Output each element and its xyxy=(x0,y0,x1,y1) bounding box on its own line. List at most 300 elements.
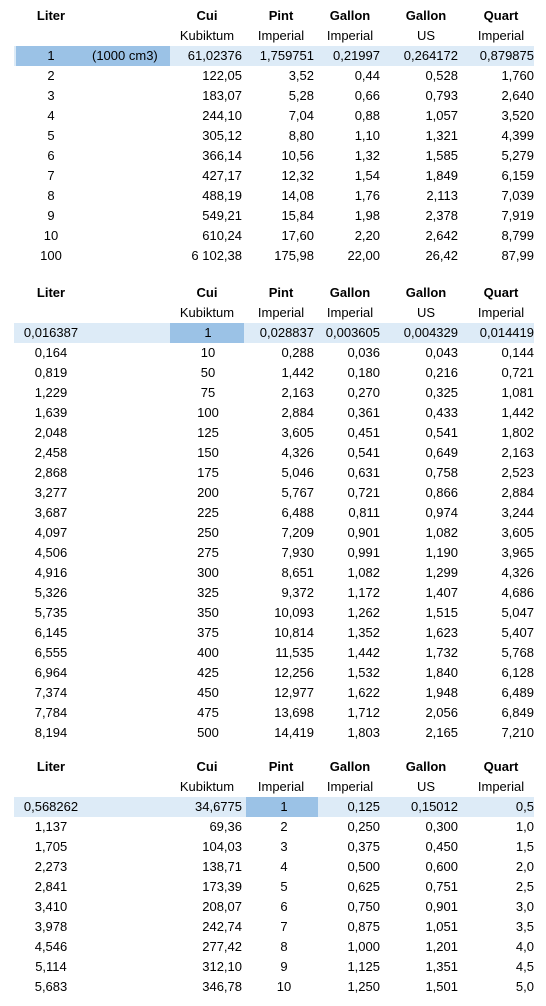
header-quart: Quart xyxy=(483,8,519,23)
table-row xyxy=(0,66,546,86)
cell-cui: 1 xyxy=(204,325,212,340)
header-row-units xyxy=(0,283,546,303)
header-cui: Cui xyxy=(196,8,218,23)
table-row xyxy=(0,643,546,663)
table-row xyxy=(0,246,546,266)
cell-quart: 5,047 xyxy=(501,605,534,620)
cell-liter: 6,145 xyxy=(34,625,68,640)
cell-quart: 2,523 xyxy=(501,465,534,480)
cell-gallon-us: 0,751 xyxy=(425,879,458,894)
cell-gallon-us: 1,299 xyxy=(425,565,458,580)
cell-gallon-imperial: 0,66 xyxy=(354,88,380,103)
cell-gallon-us: 1,321 xyxy=(425,128,458,143)
subheader-liter xyxy=(16,26,86,46)
cell-gallon-imperial: 0,250 xyxy=(347,819,380,834)
cell-liter: 0,819 xyxy=(34,365,68,380)
cell-cui: 400 xyxy=(197,645,219,660)
cell-pint: 17,60 xyxy=(281,228,314,243)
cell-cui: 488,19 xyxy=(202,188,242,203)
cell-gallon-us: 2,056 xyxy=(425,705,458,720)
cell-gallon-us: 1,840 xyxy=(425,665,458,680)
table-row xyxy=(0,363,546,383)
cell-cui: 275 xyxy=(197,545,219,560)
cell-quart: 4,686 xyxy=(501,585,534,600)
cell-cui: 427,17 xyxy=(202,168,242,183)
subheader-liter xyxy=(16,303,86,323)
cell-cui: 300 xyxy=(197,565,219,580)
table-row xyxy=(0,403,546,423)
cell-gallon-imperial: 0,44 xyxy=(354,68,380,83)
cell-liter: 8 xyxy=(47,188,55,203)
header-gallon-us: Gallon xyxy=(405,285,447,300)
cell-gallon-imperial: 0,541 xyxy=(347,445,380,460)
cell-gallon-us: 1,623 xyxy=(425,625,458,640)
cell-liter: 2 xyxy=(47,68,55,83)
cell-liter: 9 xyxy=(47,208,55,223)
table-row xyxy=(0,957,546,977)
cell-gallon-us: 1,201 xyxy=(425,939,458,954)
cell-pint: 7,209 xyxy=(281,525,314,540)
cell-quart: 3,520 xyxy=(501,108,534,123)
header-gallon-imperial: Gallon xyxy=(329,8,371,23)
cell-gallon-imperial: 0,901 xyxy=(347,525,380,540)
table-row xyxy=(0,186,546,206)
cell-liter: 5,683 xyxy=(34,979,68,994)
cell-gallon-us: 0,758 xyxy=(425,465,458,480)
cell-gallon-us: 0,300 xyxy=(425,819,458,834)
table-row xyxy=(0,683,546,703)
cell-liter: 2,458 xyxy=(34,445,68,460)
cell-gallon-us: 0,216 xyxy=(425,365,458,380)
table-row xyxy=(0,423,546,443)
cell-liter: 2,048 xyxy=(34,425,68,440)
cell-gallon-imperial: 1,712 xyxy=(347,705,380,720)
cell-gallon-us: 0,649 xyxy=(425,445,458,460)
cell-quart: 8,799 xyxy=(501,228,534,243)
cell-gallon-imperial: 0,625 xyxy=(347,879,380,894)
cell-gallon-imperial: 1,32 xyxy=(354,148,380,163)
cell-cui: 225 xyxy=(197,505,219,520)
cell-cui: 173,39 xyxy=(202,879,242,894)
cell-quart: 87,99 xyxy=(501,248,534,263)
cell-cui: 61,02376 xyxy=(187,48,242,63)
cell-quart: 2,884 xyxy=(501,485,534,500)
cell-quart: 4,0 xyxy=(515,939,534,954)
cell-pint: 14,419 xyxy=(274,725,314,740)
cell-cui: 305,12 xyxy=(202,128,242,143)
table-row xyxy=(0,977,546,997)
cell-cui: 200 xyxy=(197,485,219,500)
cell-liter: 0,568262 xyxy=(23,799,79,814)
cell-quart: 0,144 xyxy=(501,345,534,360)
cell-pint: 6 xyxy=(280,899,288,914)
cell-cui: 183,07 xyxy=(202,88,242,103)
cell-cui: 346,78 xyxy=(202,979,242,994)
cell-quart: 0,879875 xyxy=(479,48,534,63)
cell-cui: 244,10 xyxy=(202,108,242,123)
subheader-gallon-us: US xyxy=(416,28,436,43)
cell-pint: 8,651 xyxy=(281,565,314,580)
cell-gallon-imperial: 0,21997 xyxy=(333,48,380,63)
cell-quart: 3,965 xyxy=(501,545,534,560)
cell-quart: 4,5 xyxy=(515,959,534,974)
cell-liter: 5,735 xyxy=(34,605,68,620)
cell-pint: 3 xyxy=(280,839,288,854)
table-row xyxy=(0,106,546,126)
cell-cui: 425 xyxy=(197,665,219,680)
cell-quart: 0,721 xyxy=(501,365,534,380)
cell-gallon-imperial: 1,250 xyxy=(347,979,380,994)
cell-pint: 8 xyxy=(280,939,288,954)
cell-gallon-us: 1,501 xyxy=(425,979,458,994)
cell-gallon-us: 0,450 xyxy=(425,839,458,854)
table-row xyxy=(0,563,546,583)
cell-cui: 100 xyxy=(197,405,219,420)
cell-pint: 3,605 xyxy=(281,425,314,440)
cell-gallon-imperial: 0,361 xyxy=(347,405,380,420)
subheader-cui: Kubiktum xyxy=(179,779,235,794)
cell-quart: 7,919 xyxy=(501,208,534,223)
cell-pint: 10,814 xyxy=(274,625,314,640)
table-row xyxy=(0,937,546,957)
cell-liter: 10 xyxy=(43,228,59,243)
cell-cui: 69,36 xyxy=(209,819,242,834)
table-row xyxy=(0,703,546,723)
subheader-pint: Imperial xyxy=(257,28,305,43)
table-row xyxy=(0,343,546,363)
cell-quart: 1,081 xyxy=(501,385,534,400)
cell-gallon-us: 1,190 xyxy=(425,545,458,560)
cell-quart: 2,5 xyxy=(515,879,534,894)
subheader-pint: Imperial xyxy=(257,305,305,320)
cell-gallon-imperial: 2,20 xyxy=(354,228,380,243)
table-row xyxy=(0,623,546,643)
cell-liter: 3 xyxy=(47,88,55,103)
cell-gallon-imperial: 1,532 xyxy=(347,665,380,680)
cell-pint: 1 xyxy=(280,799,288,814)
conversion-table-2 xyxy=(0,283,546,743)
cell-gallon-imperial: 1,54 xyxy=(354,168,380,183)
cell-quart: 5,407 xyxy=(501,625,534,640)
cell-gallon-us: 1,051 xyxy=(425,919,458,934)
cell-liter: 1,229 xyxy=(34,385,68,400)
header-row-units xyxy=(0,6,546,26)
cell-quart: 0,5 xyxy=(515,799,534,814)
cell-cui: 242,74 xyxy=(202,919,242,934)
cell-quart: 2,640 xyxy=(501,88,534,103)
header-gallon-imperial: Gallon xyxy=(329,759,371,774)
cell-pint: 7,04 xyxy=(288,108,314,123)
cell-gallon-us: 1,351 xyxy=(425,959,458,974)
cell-gallon-us: 0,974 xyxy=(425,505,458,520)
cell-cui: 6 102,38 xyxy=(191,248,242,263)
table-row xyxy=(0,463,546,483)
cell-quart: 6,849 xyxy=(501,705,534,720)
table-row xyxy=(0,226,546,246)
cell-cui: 150 xyxy=(197,445,219,460)
cell-pint: 12,977 xyxy=(274,685,314,700)
cell-quart: 4,399 xyxy=(501,128,534,143)
cell-cui: 10 xyxy=(200,345,216,360)
cell-gallon-imperial: 0,500 xyxy=(347,859,380,874)
cell-gallon-imperial: 0,270 xyxy=(347,385,380,400)
cell-gallon-us: 1,585 xyxy=(425,148,458,163)
cell-quart: 2,0 xyxy=(515,859,534,874)
cell-liter: 2,868 xyxy=(34,465,68,480)
cell-cui: 312,10 xyxy=(202,959,242,974)
table-row xyxy=(0,126,546,146)
subheader-cui: Kubiktum xyxy=(179,28,235,43)
subheader-gallon-us: US xyxy=(416,305,436,320)
subheader-quart: Imperial xyxy=(477,779,525,794)
header-gallon-us: Gallon xyxy=(405,8,447,23)
cell-gallon-imperial: 0,875 xyxy=(347,919,380,934)
cell-gallon-imperial: 0,125 xyxy=(347,799,380,814)
cell-gallon-imperial: 0,003605 xyxy=(325,325,380,340)
cell-quart: 1,0 xyxy=(515,819,534,834)
cell-gallon-us: 0,600 xyxy=(425,859,458,874)
cell-liter: 6,555 xyxy=(34,645,68,660)
cell-cui: 50 xyxy=(200,365,216,380)
cell-gallon-us: 1,407 xyxy=(425,585,458,600)
cell-cui: 549,21 xyxy=(202,208,242,223)
cell-pint: 5,28 xyxy=(288,88,314,103)
subheader-quart: Imperial xyxy=(477,28,525,43)
cell-liter: 0,016387 xyxy=(23,325,79,340)
cell-pint: 14,08 xyxy=(281,188,314,203)
cell-gallon-us: 0,528 xyxy=(425,68,458,83)
cell-liter: 3,978 xyxy=(34,919,68,934)
cell-liter: 5 xyxy=(47,128,55,143)
table-row xyxy=(0,86,546,106)
cell-pint: 175,98 xyxy=(274,248,314,263)
cell-quart: 4,326 xyxy=(501,565,534,580)
cell-cui: 450 xyxy=(197,685,219,700)
cell-cui: 75 xyxy=(200,385,216,400)
cell-gallon-imperial: 22,00 xyxy=(347,248,380,263)
cell-liter: 6 xyxy=(47,148,55,163)
table-row xyxy=(0,723,546,743)
cell-gallon-imperial: 1,10 xyxy=(354,128,380,143)
cell-pint: 7,930 xyxy=(281,545,314,560)
cell-quart: 7,039 xyxy=(501,188,534,203)
cell-liter: 8,194 xyxy=(34,725,68,740)
table-row xyxy=(0,523,546,543)
table-row xyxy=(0,443,546,463)
conversion-table-1 xyxy=(0,6,546,266)
header-liter: Liter xyxy=(36,759,66,774)
cell-gallon-imperial: 0,631 xyxy=(347,465,380,480)
cell-gallon-imperial: 1,442 xyxy=(347,645,380,660)
table-row xyxy=(0,383,546,403)
cell-gallon-us: 0,866 xyxy=(425,485,458,500)
cell-pint: 7 xyxy=(280,919,288,934)
subheader-pint: Imperial xyxy=(257,779,305,794)
cell-liter: 2,273 xyxy=(34,859,68,874)
cell-quart: 5,0 xyxy=(515,979,534,994)
header-row-units xyxy=(0,757,546,777)
cell-pint: 4,326 xyxy=(281,445,314,460)
cell-gallon-imperial: 0,036 xyxy=(347,345,380,360)
cell-cui: 475 xyxy=(197,705,219,720)
header-cui: Cui xyxy=(196,759,218,774)
cell-liter: 3,410 xyxy=(34,899,68,914)
table-row xyxy=(0,603,546,623)
conversion-table-3 xyxy=(0,757,546,997)
cell-gallon-us: 1,515 xyxy=(425,605,458,620)
cell-quart: 1,802 xyxy=(501,425,534,440)
cell-liter: 5,326 xyxy=(34,585,68,600)
cell-quart: 7,210 xyxy=(501,725,534,740)
cell-pint: 1,442 xyxy=(281,365,314,380)
cell-gallon-us: 0,264172 xyxy=(403,48,458,63)
cell-quart: 6,489 xyxy=(501,685,534,700)
header-row-systems xyxy=(0,777,546,797)
cell-pint: 4 xyxy=(280,859,288,874)
cell-cui: 277,42 xyxy=(202,939,242,954)
cell-cui: 375 xyxy=(197,625,219,640)
cell-cui: 610,24 xyxy=(202,228,242,243)
table-row xyxy=(0,837,546,857)
header-liter: Liter xyxy=(36,285,66,300)
cell-gallon-us: 1,732 xyxy=(425,645,458,660)
cell-quart: 0,014419 xyxy=(479,325,534,340)
cell-quart: 2,163 xyxy=(501,445,534,460)
cell-pint: 2 xyxy=(280,819,288,834)
cell-gallon-imperial: 0,721 xyxy=(347,485,380,500)
header-row-systems xyxy=(0,303,546,323)
table-row xyxy=(0,146,546,166)
subheader-gallon-imperial: Imperial xyxy=(326,28,374,43)
table-row xyxy=(0,583,546,603)
cell-pint: 2,884 xyxy=(281,405,314,420)
table-row xyxy=(0,206,546,226)
cell-quart: 1,760 xyxy=(501,68,534,83)
cell-liter: 4,506 xyxy=(34,545,68,560)
cell-gallon-us: 2,642 xyxy=(425,228,458,243)
cell-quart: 5,768 xyxy=(501,645,534,660)
cell-gallon-imperial: 1,125 xyxy=(347,959,380,974)
header-gallon-us: Gallon xyxy=(405,759,447,774)
cell-gallon-us: 0,043 xyxy=(425,345,458,360)
cell-gallon-imperial: 0,451 xyxy=(347,425,380,440)
table-row xyxy=(0,857,546,877)
cell-gallon-us: 0,325 xyxy=(425,385,458,400)
cell-pint: 2,163 xyxy=(281,385,314,400)
cell-liter: 4 xyxy=(47,108,55,123)
header-cui: Cui xyxy=(196,285,218,300)
subheader-liter xyxy=(16,777,86,797)
cell-gallon-us: 2,378 xyxy=(425,208,458,223)
cell-gallon-us: 0,433 xyxy=(425,405,458,420)
cell-pint: 5,767 xyxy=(281,485,314,500)
cell-gallon-imperial: 1,000 xyxy=(347,939,380,954)
cell-gallon-imperial: 1,172 xyxy=(347,585,380,600)
cell-quart: 3,5 xyxy=(515,919,534,934)
cell-pint: 15,84 xyxy=(281,208,314,223)
cell-pint: 10 xyxy=(276,979,292,994)
subheader-gallon-imperial: Imperial xyxy=(326,305,374,320)
cell-cui: 366,14 xyxy=(202,148,242,163)
cell-quart: 6,159 xyxy=(501,168,534,183)
header-pint: Pint xyxy=(268,285,294,300)
cell-pint: 5,046 xyxy=(281,465,314,480)
header-liter: Liter xyxy=(36,8,66,23)
cell-liter: 7,374 xyxy=(34,685,68,700)
cell-gallon-us: 0,004329 xyxy=(403,325,458,340)
cell-liter: 4,916 xyxy=(34,565,68,580)
cell-gallon-us: 1,057 xyxy=(425,108,458,123)
cell-pint: 3,52 xyxy=(288,68,314,83)
cell-cui: 325 xyxy=(197,585,219,600)
cell-pint: 8,80 xyxy=(288,128,314,143)
table-row xyxy=(0,897,546,917)
cell-liter: 100 xyxy=(40,248,62,263)
table-row xyxy=(0,503,546,523)
table-row xyxy=(0,817,546,837)
cell-gallon-imperial: 1,622 xyxy=(347,685,380,700)
table-row xyxy=(0,483,546,503)
cell-pint: 10,56 xyxy=(281,148,314,163)
cell-liter: 1,639 xyxy=(34,405,68,420)
cell-quart: 1,442 xyxy=(501,405,534,420)
header-pint: Pint xyxy=(268,8,294,23)
base-note: (1000 cm3) xyxy=(92,48,158,63)
cell-liter: 3,277 xyxy=(34,485,68,500)
table-row xyxy=(0,917,546,937)
cell-liter: 1 xyxy=(47,48,55,63)
cell-cui: 138,71 xyxy=(202,859,242,874)
cell-gallon-imperial: 0,375 xyxy=(347,839,380,854)
cell-gallon-us: 2,113 xyxy=(426,188,458,203)
cell-gallon-us: 1,948 xyxy=(425,685,458,700)
cell-gallon-imperial: 0,991 xyxy=(347,545,380,560)
header-pint: Pint xyxy=(268,759,294,774)
cell-liter: 2,841 xyxy=(34,879,68,894)
subheader-quart: Imperial xyxy=(477,305,525,320)
cell-pint: 9,372 xyxy=(281,585,314,600)
table-row xyxy=(0,166,546,186)
cell-gallon-us: 0,901 xyxy=(425,899,458,914)
header-quart: Quart xyxy=(483,759,519,774)
cell-liter: 0,164 xyxy=(34,345,68,360)
cell-quart: 3,605 xyxy=(501,525,534,540)
subheader-gallon-us: US xyxy=(416,779,436,794)
table-row xyxy=(0,663,546,683)
cell-quart: 5,279 xyxy=(501,148,534,163)
cell-gallon-us: 1,082 xyxy=(425,525,458,540)
cell-cui: 208,07 xyxy=(202,899,242,914)
cell-pint: 12,32 xyxy=(281,168,314,183)
cell-gallon-imperial: 0,750 xyxy=(347,899,380,914)
cell-liter: 5,114 xyxy=(35,959,67,974)
cell-liter: 4,097 xyxy=(34,525,68,540)
cell-gallon-imperial: 1,803 xyxy=(347,725,380,740)
cell-liter: 1,137 xyxy=(34,819,68,834)
cell-gallon-imperial: 1,98 xyxy=(354,208,380,223)
cell-pint: 12,256 xyxy=(274,665,314,680)
cell-quart: 6,128 xyxy=(501,665,534,680)
cell-gallon-us: 0,541 xyxy=(425,425,458,440)
subheader-cui: Kubiktum xyxy=(179,305,235,320)
cell-pint: 13,698 xyxy=(274,705,314,720)
cell-gallon-us: 2,165 xyxy=(425,725,458,740)
base-row xyxy=(0,323,546,343)
cell-gallon-imperial: 1,352 xyxy=(347,625,380,640)
cell-gallon-imperial: 1,262 xyxy=(347,605,380,620)
cell-cui: 350 xyxy=(197,605,219,620)
cell-quart: 3,0 xyxy=(515,899,534,914)
